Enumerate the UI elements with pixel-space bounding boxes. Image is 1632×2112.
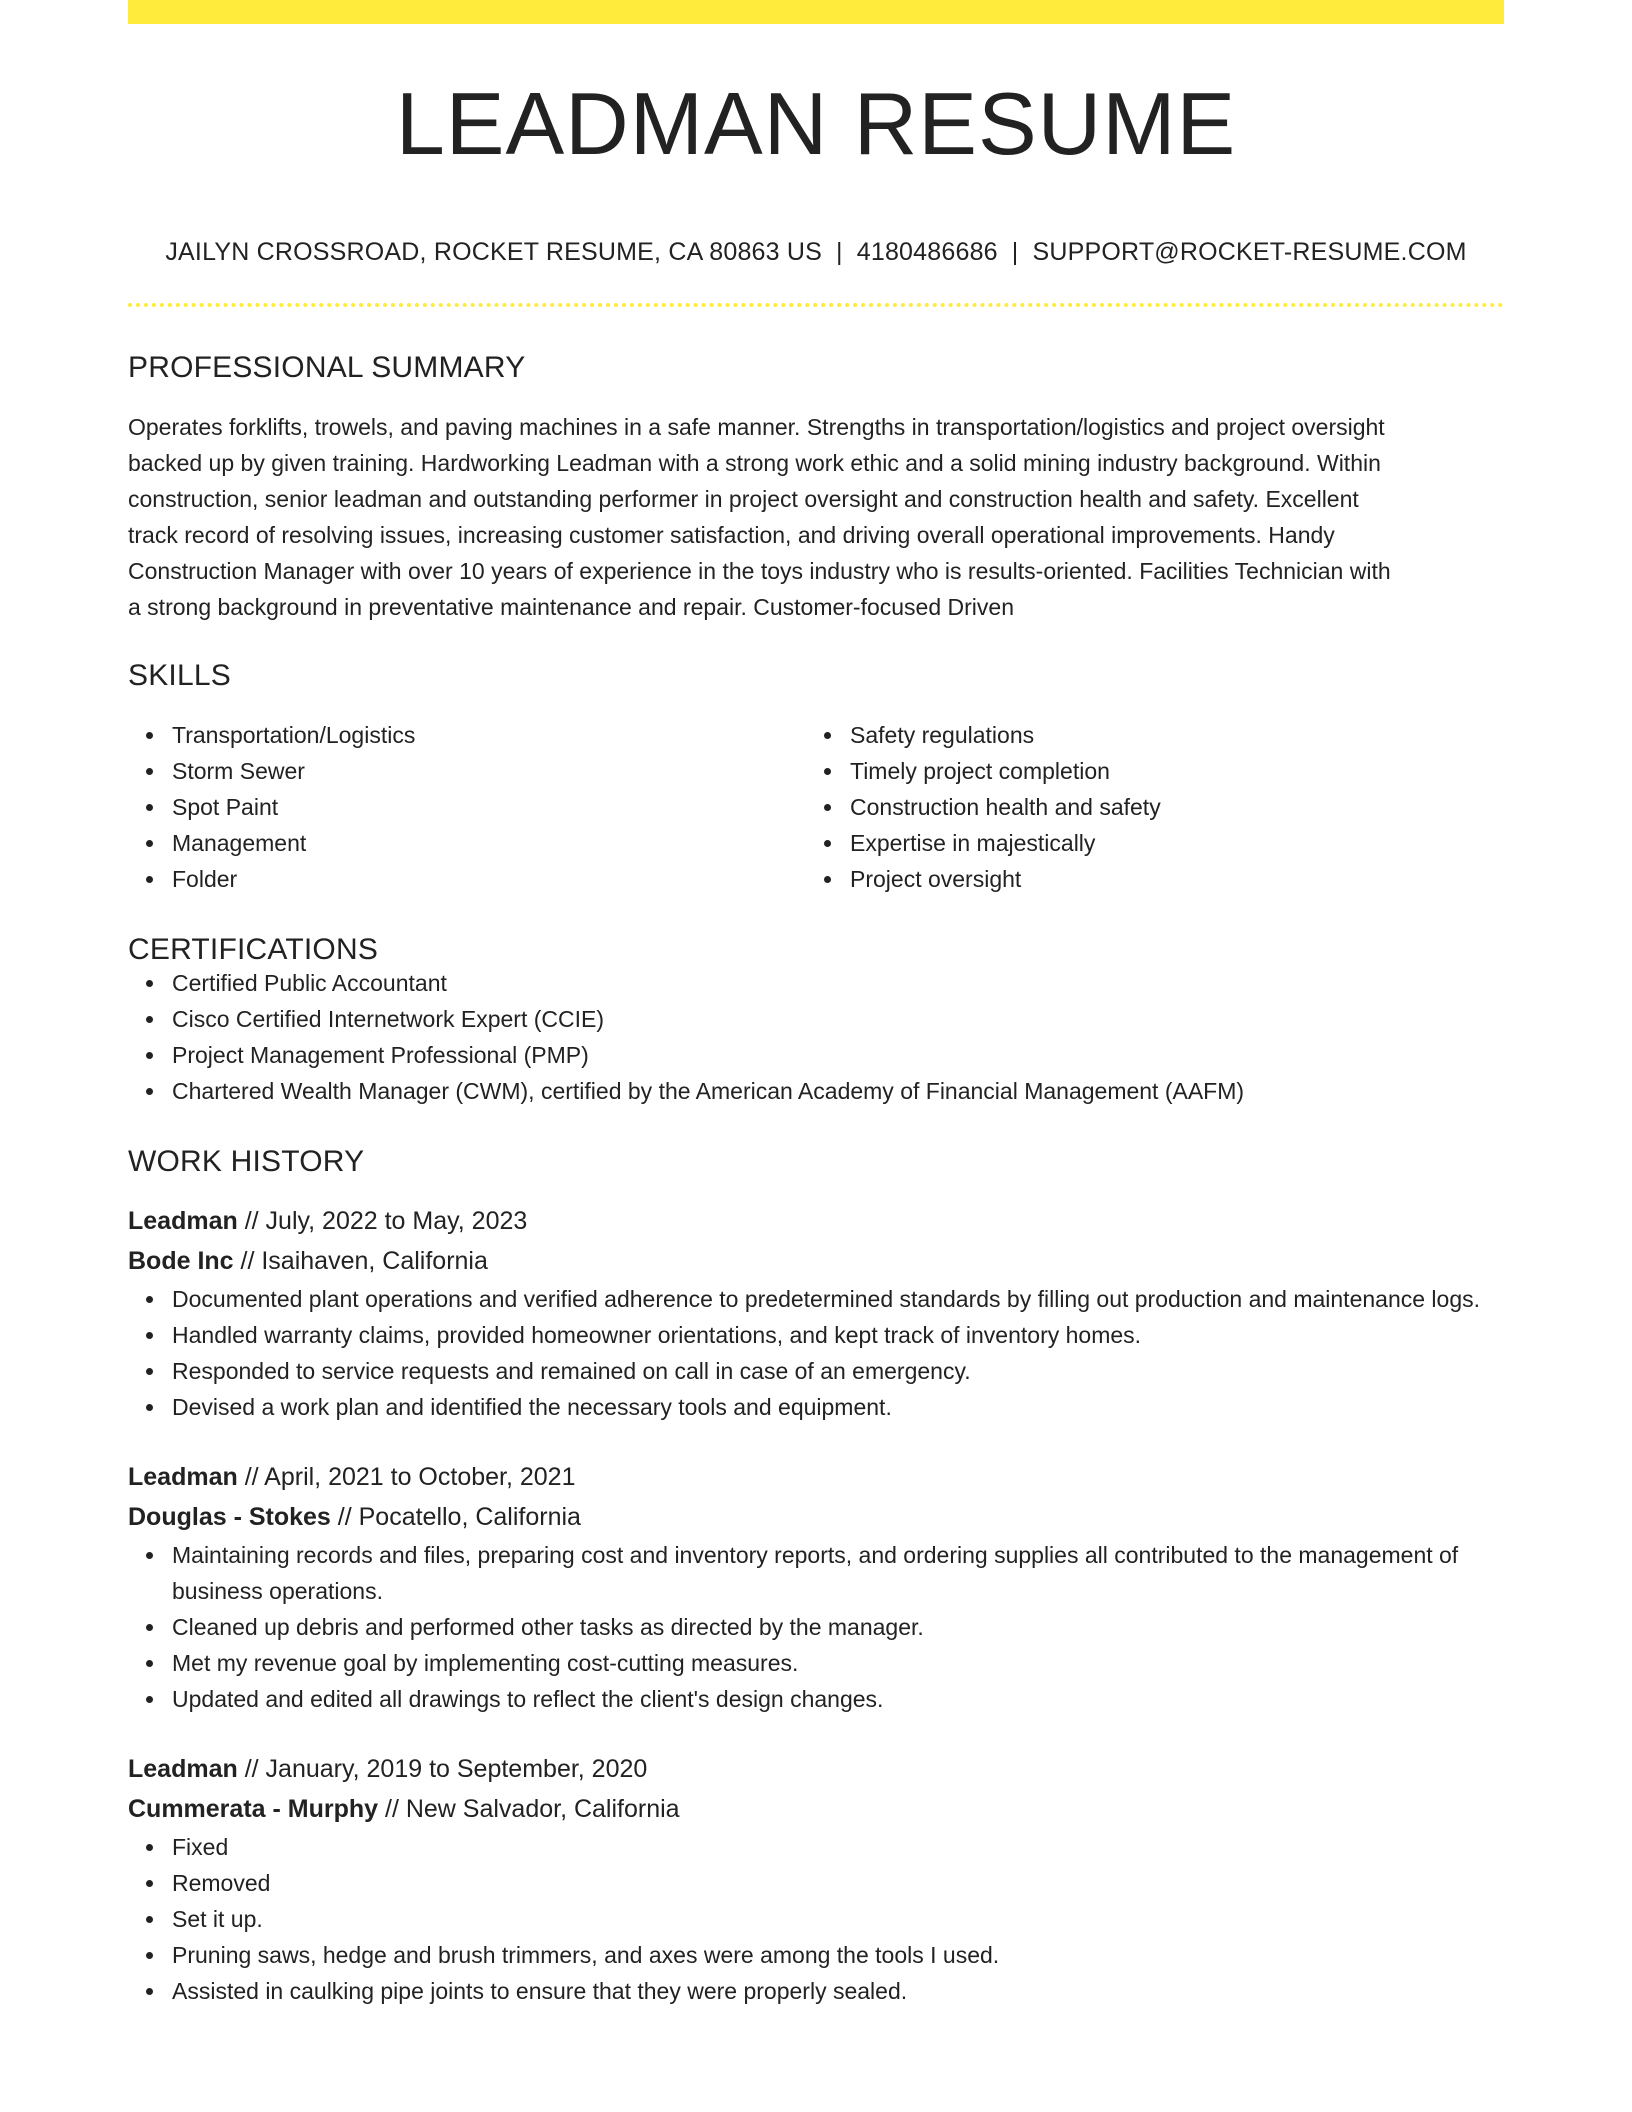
job-bullet: Responded to service requests and remained on call in case of an emergency. [172,1353,1504,1389]
resume-title: LEADMAN RESUME [395,74,1237,173]
job-role: Leadman [128,1207,238,1235]
contact-line [128,238,1504,267]
job-entry [128,1457,1504,1717]
summary-text [128,409,1504,625]
job-location: // Isaihaven, California [233,1247,488,1275]
job-entry [128,1201,1504,1425]
summary-heading: PROFESSIONAL SUMMARY [128,351,526,384]
contact-separator: | [836,238,843,266]
job-bullet: Assisted in caulking pipe joints to ensure that they were properly sealed. [172,1973,1504,2009]
job-company-line [128,1241,1504,1281]
skills-columns [128,717,1504,897]
certification-item: Cisco Certified Internetwork Expert (CCIE) [172,1001,1504,1037]
skill-item: Timely project completion [850,753,1484,789]
skills-left-column [128,717,806,897]
job-bullet: Fixed [172,1829,1504,1865]
job-bullet: Pruning saws, hedge and brush trimmers, and axes were among the tools I used. [172,1937,1504,1973]
job-company-line [128,1497,1504,1537]
job-bullet: Set it up. [172,1901,1504,1937]
job-bullet: Devised a work plan and identified the necessary tools and equipment. [172,1389,1504,1425]
resume-page [128,0,1504,2009]
skill-item: Project oversight [850,861,1484,897]
certification-item: Project Management Professional (PMP) [172,1037,1504,1073]
job-location: // Pocatello, California [330,1503,581,1531]
skill-item: Expertise in majestically [850,825,1484,861]
work-history-heading: WORK HISTORY [128,1145,365,1178]
job-company-line [128,1789,1504,1829]
summary-line: construction, senior leadman and outstanding performer in project oversight and construction health and safety. Excellent [128,486,1359,512]
skill-item: Construction health and safety [850,789,1484,825]
job-bullet: Maintaining records and files, preparing cost and inventory reports, and ordering supplies all contributed to the management of business operations. [172,1537,1504,1609]
contact-separator: | [1011,238,1019,266]
job-dates: // July, 2022 to May, 2023 [237,1207,528,1235]
job-bullets [128,1829,1504,2009]
skill-item: Spot Paint [172,789,806,825]
accent-top-bar [128,0,1504,24]
job-company: Cummerata - Murphy [128,1795,379,1823]
job-company: Douglas - Stokes [128,1503,331,1531]
job-dates: // January, 2019 to September, 2020 [237,1755,648,1783]
summary-line: a strong background in preventative maintenance and repair. Customer-focused Driven [128,594,1014,620]
certification-item: Certified Public Accountant [172,965,1504,1001]
contact-address: JAILYN CROSSROAD, ROCKET RESUME, CA 80863 US [165,238,823,266]
skills-heading: SKILLS [128,659,231,692]
job-role-line [128,1457,1504,1497]
job-bullet: Updated and edited all drawings to reflect the client's design changes. [172,1681,1504,1717]
job-role: Leadman [128,1755,238,1783]
job-bullets [128,1281,1504,1425]
job-company: Bode Inc [128,1247,234,1275]
dotted-divider [128,303,1504,307]
skills-right-column [806,717,1484,897]
job-location: // New Salvador, California [378,1795,680,1823]
skills-right-list [806,717,1484,897]
job-bullet: Met my revenue goal by implementing cost-cutting measures. [172,1645,1504,1681]
skill-item: Management [172,825,806,861]
summary-line: Construction Manager with over 10 years of experience in the toys industry who is results-oriented. Facilities Technician with [128,558,1391,584]
job-entry [128,1749,1504,2009]
certifications-heading: CERTIFICATIONS [128,933,379,966]
job-dates: // April, 2021 to October, 2021 [237,1463,576,1491]
summary-line: backed up by given training. Hardworking Leadman with a strong work ethic and a solid mining industry background. Within [128,450,1381,476]
certification-item: Chartered Wealth Manager (CWM), certified by the American Academy of Financial Management (AAFM) [172,1073,1504,1109]
skill-item: Transportation/Logistics [172,717,806,753]
job-bullets [128,1537,1504,1717]
skill-item: Folder [172,861,806,897]
contact-phone: 4180486686 [856,238,998,266]
summary-line: track record of resolving issues, increasing customer satisfaction, and driving overall operational improvements. Handy [128,522,1335,548]
contact-email: SUPPORT@ROCKET-RESUME.COM [1032,238,1467,266]
job-role-line [128,1749,1504,1789]
skills-left-list [128,717,806,897]
job-bullet: Handled warranty claims, provided homeowner orientations, and kept track of inventory homes. [172,1317,1504,1353]
job-role-line [128,1201,1504,1241]
skill-item: Storm Sewer [172,753,806,789]
skill-item: Safety regulations [850,717,1484,753]
job-bullet: Documented plant operations and verified adherence to predetermined standards by filling out production and maintenance logs. [172,1281,1504,1317]
job-bullet: Removed [172,1865,1504,1901]
job-role: Leadman [128,1463,238,1491]
certifications-list [128,965,1504,1109]
summary-line: Operates forklifts, trowels, and paving machines in a safe manner. Strengths in transportation/logistics and project oversight [128,414,1385,440]
job-bullet: Cleaned up debris and performed other tasks as directed by the manager. [172,1609,1504,1645]
